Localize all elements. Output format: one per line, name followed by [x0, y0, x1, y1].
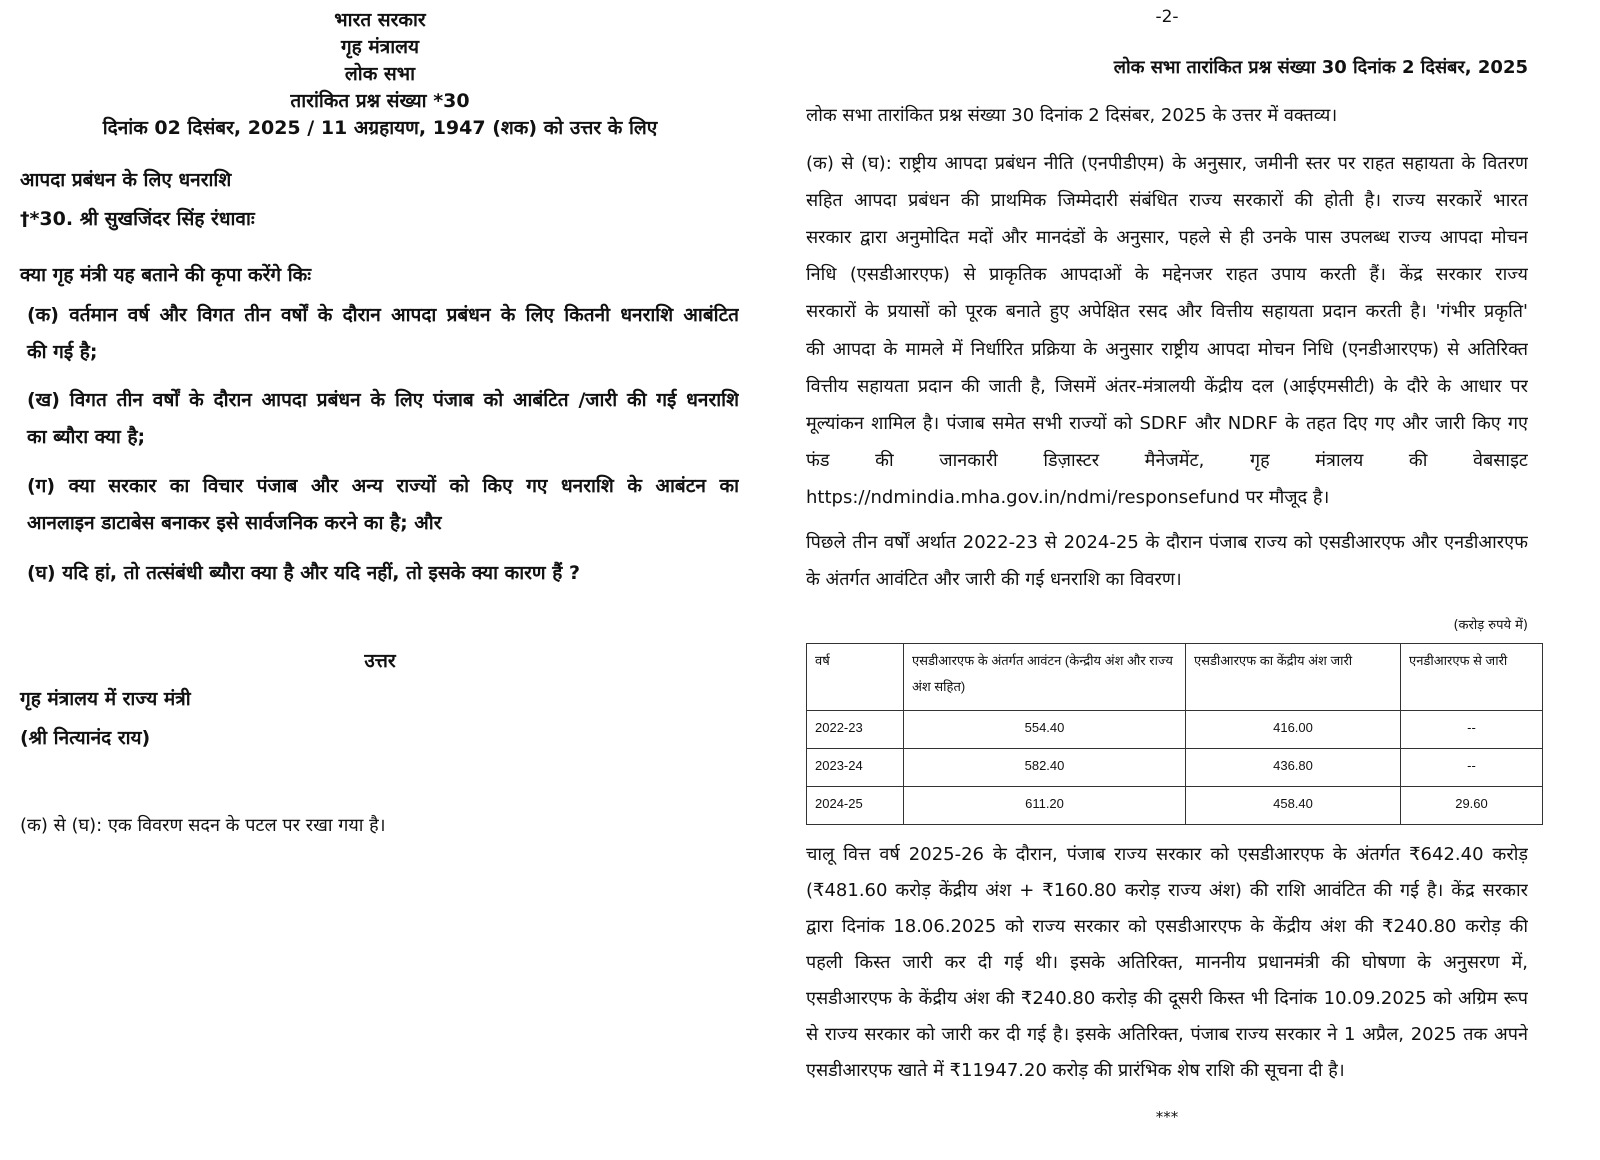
paragraph-line: वित्तीय सहायता प्रदान की जाती है, जिसमें अंतर-मंत्रालयी केंद्रीय दल (आईएमसीटी) के दौरे के आधार पर — [806, 375, 1528, 397]
table-cell: -- — [1401, 711, 1543, 749]
member-name: †*30. श्री सुखजिंदर सिंह रंधावाः — [20, 208, 255, 230]
question-line: आनलाइन डाटाबेस बनाकर इसे सार्वजनिक करने का है; और — [27, 512, 442, 534]
column-header: एसडीआरएफ का केंद्रीय अंश जारी — [1186, 644, 1401, 711]
paragraph-line: से राज्य सरकार को जारी कर दी गई है। इसके अतिरिक्त, पंजाब राज्य सरकार ने 1 अप्रैल, 2025 तक अपने — [806, 1024, 1528, 1045]
paragraph-line: एसडीआरएफ के केंद्रीय अंश की ₹240.80 करोड़ की दूसरी किस्त भी दिनांक 10.09.2025 को अग्रिम रूप — [806, 988, 1528, 1009]
paragraph-line: द्वारा दिनांक 18.06.2025 को राज्य सरकार को एसडीआरएफ के केंद्रीय अंश की ₹240.80 करोड़ की — [806, 916, 1528, 937]
table-header-row — [807, 644, 1543, 711]
column-header: वर्ष — [807, 644, 904, 711]
paragraph-line: मूल्यांकन शामिल है। पंजाब समेत सभी राज्यों को SDRF और NDRF के तहत दिए गए और जारी किए गए — [806, 412, 1528, 434]
paragraph-line: की आपदा के मामले में निर्धारित प्रक्रिया के अनुसार राष्ट्रीय आपदा मोचन निधि (एनडीआरएफ) से अतिरिक्त — [806, 338, 1528, 360]
question-line: (क) वर्तमान वर्ष और विगत तीन वर्षों के दौरान आपदा प्रबंधन के लिए कितनी धनराशि आबंटित — [27, 304, 739, 326]
paragraph-line: सरकार द्वारा अनुमोदित मदों और मानदंडों के अनुसार, पहले से ही उनके पास उपलब्ध राज्य आपदा मोचन — [806, 227, 1528, 249]
header-line: तारांकित प्रश्न संख्या *30 — [290, 90, 470, 112]
statement-heading: लोक सभा तारांकित प्रश्न संख्या 30 दिनांक 2 दिसंबर, 2025 — [1113, 57, 1528, 78]
paragraph-line: निधि (एसडीआरएफ) से प्राकृतिक आपदाओं के मद्देनजर राहत उपाय करती हैं। केंद्र सरकार राज्य — [806, 264, 1528, 286]
table-cell: 2022-23 — [807, 711, 904, 749]
minister-title: गृह मंत्रालय में राज्य मंत्री — [20, 688, 191, 710]
paragraph-line: (क) से (घ): राष्ट्रीय आपदा प्रबंधन नीति (एनपीडीएम) के अनुसार, जमीनी स्तर पर राहत सहायता के वितरण — [806, 153, 1528, 174]
header-line: लोक सभा — [344, 63, 416, 85]
table-row — [807, 787, 1543, 825]
page-number: -2- — [1155, 7, 1179, 27]
table-cell: 2024-25 — [807, 787, 904, 825]
paragraph-line: चालू वित्त वर्ष 2025-26 के दौरान, पंजाब राज्य सरकार को एसडीआरएफ के अंतर्गत ₹642.40 करोड़ — [806, 844, 1528, 865]
subject: आपदा प्रबंधन के लिए धनराशि — [20, 169, 232, 191]
paragraph-line: https://ndmindia.mha.gov.in/ndmi/responsefund पर मौजूद है। — [806, 486, 1330, 508]
header-line: गृह मंत्रालय — [340, 36, 420, 58]
table-row — [807, 749, 1543, 787]
paragraph-line: फंड की जानकारी डिज़ास्टर मैनेजमेंट, गृह मंत्रालय की वेबसाइट — [806, 449, 1528, 471]
paragraph-line: सहित आपदा प्रबंधन की प्राथमिक जिम्मेदारी संबंधित राज्य सरकारों की होती है। राज्य सरकारें भारत — [806, 190, 1528, 212]
unit-note: (करोड़ रुपये में) — [1453, 618, 1528, 633]
answer-heading: उत्तर — [364, 650, 396, 672]
question-line: का ब्यौरा क्या है; — [27, 426, 146, 448]
question-line: (ग) क्या सरकार का विचार पंजाब और अन्य राज्यों को किए गए धनराशि के आबंटन का — [27, 475, 739, 497]
paragraph-line: के अंतर्गत आवंटित और जारी की गई धनराशि का विवरण। — [806, 569, 1182, 590]
answer-text: (क) से (घ): एक विवरण सदन के पटल पर रखा गया है। — [20, 815, 386, 836]
table-cell: 554.40 — [904, 711, 1186, 749]
table-cell: 436.80 — [1186, 749, 1401, 787]
paragraph-line: (₹481.60 करोड़ केंद्रीय अंश + ₹160.80 करोड़ राज्य अंश) की राशि आवंटित की गई है। केंद्र सरकार — [806, 880, 1528, 901]
table-cell: 458.40 — [1186, 787, 1401, 825]
table-cell: 2023-24 — [807, 749, 904, 787]
paragraph-line: पहली किस्त जारी कर दी गई थी। इसके अतिरिक्त, माननीय प्रधानमंत्री की घोषणा के अनुसरण में, — [806, 952, 1528, 973]
paragraph-line: सरकारों के प्रयासों को पूरक बनाते हुए अपेक्षित रसद और वित्तीय सहायता प्रदान करती है। 'गंभीर प्रकृति' — [806, 301, 1528, 323]
paragraph-line: पिछले तीन वर्षों अर्थात 2022-23 से 2024-25 के दौरान पंजाब राज्य को एसडीआरएफ और एनडीआरएफ — [806, 532, 1528, 553]
table-cell: 416.00 — [1186, 711, 1401, 749]
table-cell: 611.20 — [904, 787, 1186, 825]
table-cell: -- — [1401, 749, 1543, 787]
column-header: एनडीआरएफ से जारी — [1401, 644, 1543, 711]
question-intro: क्या गृह मंत्री यह बताने की कृपा करेंगे किः — [20, 264, 312, 286]
table-cell: 29.60 — [1401, 787, 1543, 825]
header-line: दिनांक 02 दिसंबर, 2025 / 11 अग्रहायण, 1947 (शक) को उत्तर के लिए — [102, 117, 658, 139]
minister-name: (श्री नित्यानंद राय) — [20, 727, 151, 749]
table-cell: 582.40 — [904, 749, 1186, 787]
paragraph-line: एसडीआरएफ खाते में ₹11947.20 करोड़ की प्रारंभिक शेष राशि की सूचना दी है। — [806, 1060, 1345, 1081]
column-header: एसडीआरएफ के अंतर्गत आवंटन (केन्द्रीय अंश और राज्य अंश सहित) — [904, 644, 1186, 711]
allocation-table — [806, 643, 1543, 825]
end-mark: *** — [1155, 1108, 1179, 1126]
question-line: (घ) यदि हां, तो तत्संबंधी ब्यौरा क्या है और यदि नहीं, तो इसके क्या कारण हैं ? — [27, 562, 580, 584]
question-line: (ख) विगत तीन वर्षों के दौरान आपदा प्रबंधन के लिए पंजाब को आबंटित /जारी की गई धनराशि — [27, 389, 739, 411]
header-line: भारत सरकार — [334, 9, 426, 31]
table-row — [807, 711, 1543, 749]
question-line: की गई है; — [27, 341, 98, 363]
statement-intro: लोक सभा तारांकित प्रश्न संख्या 30 दिनांक 2 दिसंबर, 2025 के उत्तर में वक्तव्य। — [806, 105, 1338, 126]
